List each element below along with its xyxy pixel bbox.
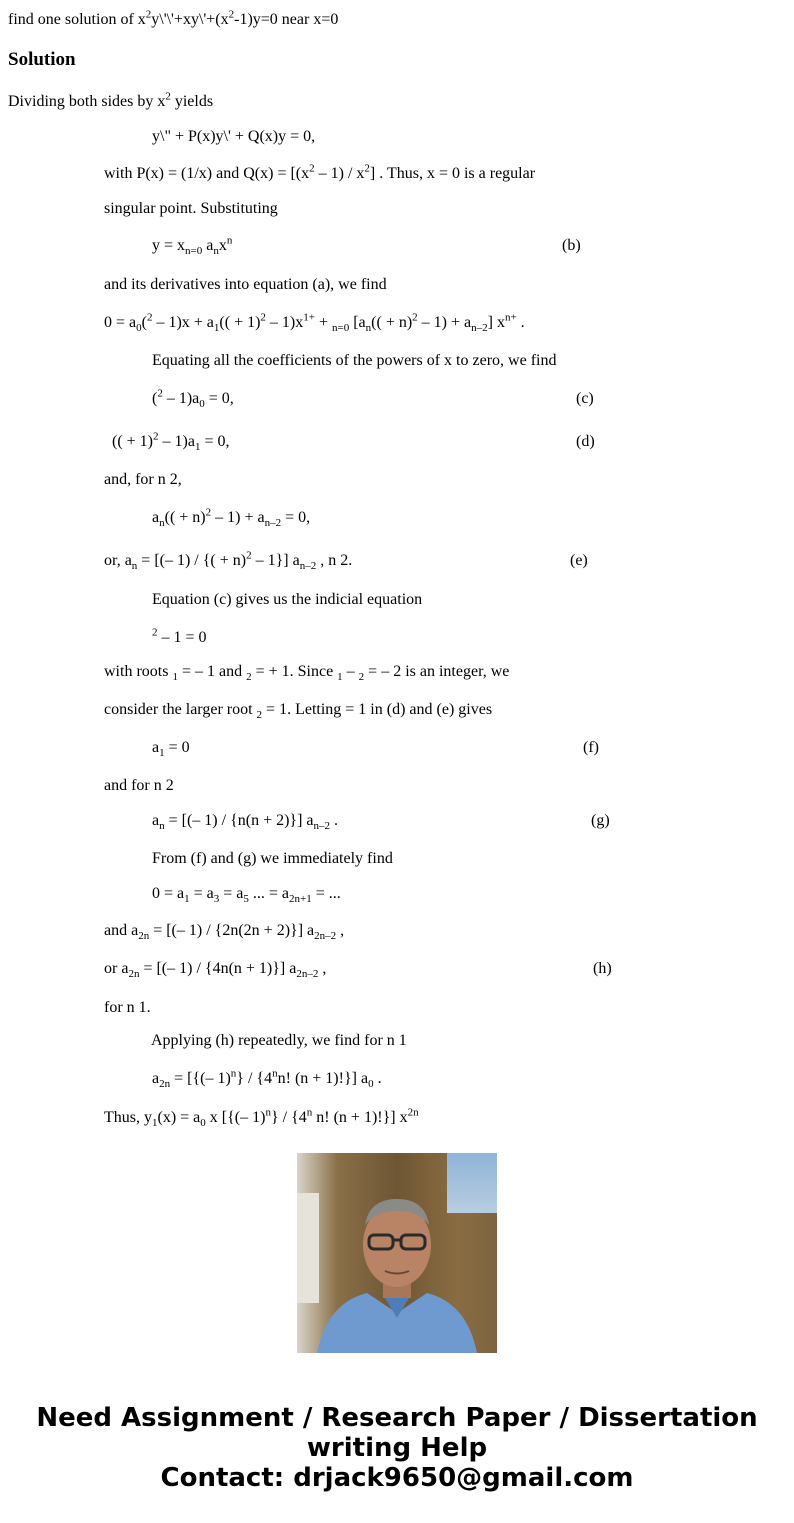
- solution-line: [152, 884, 341, 904]
- math-segment: 2: [364, 162, 370, 175]
- math-segment: 2n: [159, 1078, 171, 1091]
- math-segment: – 1)a: [158, 433, 195, 450]
- math-segment: – 1 = 0: [157, 629, 207, 646]
- math-segment: Applying (h) repeatedly, we find for n 1: [151, 1032, 407, 1049]
- math-segment: 2: [205, 506, 212, 519]
- math-segment: = – 2 is an integer, we: [364, 663, 510, 680]
- solution-line: [152, 738, 190, 758]
- math-segment: 2n: [407, 1106, 419, 1119]
- equation-label: (c): [576, 390, 594, 407]
- math-segment: (: [152, 390, 158, 407]
- math-segment: n! (n + 1)!}] a: [277, 1070, 369, 1087]
- math-segment: y\" + P(x)y\' + Q(x)y = 0,: [152, 128, 316, 145]
- math-segment: 2n–2: [314, 930, 337, 943]
- solution-line: [152, 508, 310, 528]
- solution-line: [152, 628, 207, 648]
- math-segment: and, for n 2,: [104, 471, 182, 488]
- equation-label: (b): [562, 237, 581, 254]
- math-segment: and for n 2: [104, 777, 174, 794]
- solution-line: [151, 1031, 407, 1051]
- contact-banner: [0, 1403, 794, 1493]
- math-segment: – 1) + a: [211, 509, 265, 526]
- math-segment: = [(– 1) / {2n(2n + 2)}] a: [149, 922, 315, 939]
- solution-line: [104, 551, 352, 571]
- math-segment: a: [152, 509, 160, 526]
- math-segment: 2: [246, 549, 252, 562]
- math-segment: a: [152, 1070, 160, 1087]
- equation-label: (f): [583, 739, 599, 756]
- solution-line: [152, 236, 232, 256]
- math-segment: 1: [172, 671, 178, 684]
- author-portrait-icon: [297, 1153, 497, 1353]
- solution-line: [104, 700, 492, 720]
- math-segment: +: [314, 314, 332, 331]
- math-segment: = ...: [311, 885, 341, 902]
- math-segment: n: [230, 1067, 237, 1080]
- math-segment: 1: [337, 671, 343, 684]
- math-segment: with P(x) = (1/x) and Q(x) = [(x: [104, 165, 310, 182]
- math-segment: x: [218, 237, 227, 254]
- solution-line: [104, 776, 174, 796]
- math-segment: n–2: [471, 322, 488, 335]
- math-segment: 0: [136, 322, 142, 335]
- solution-line: [104, 998, 151, 1018]
- math-segment: (: [141, 314, 147, 331]
- math-segment: consider the larger root: [104, 701, 257, 718]
- math-segment: ] . Thus, x = 0 is a regular: [369, 165, 536, 182]
- equation-label: (h): [593, 960, 612, 977]
- math-segment: = [(– 1) / {( + n): [137, 552, 247, 569]
- math-segment: n: [159, 517, 165, 530]
- equation-label: (e): [570, 552, 588, 569]
- math-segment: 1: [152, 1117, 158, 1130]
- solution-line: [8, 92, 213, 112]
- math-segment: a: [202, 237, 214, 254]
- math-segment: – 1) + a: [417, 314, 472, 331]
- math-segment: } / {4: [270, 1109, 307, 1126]
- math-segment: and its derivatives into equation (a), we find: [104, 276, 387, 293]
- math-segment: 2: [358, 671, 365, 684]
- math-segment: 2: [260, 311, 266, 324]
- math-segment: 2: [146, 311, 153, 324]
- math-segment: 5: [243, 893, 249, 906]
- math-segment: = [(– 1) / {n(n + 2)}] a: [164, 812, 314, 829]
- solution-line: [104, 470, 182, 490]
- banner-line-1: Need Assignment / Research Paper / Dissertation: [36, 1403, 758, 1433]
- solution-line: [152, 351, 556, 371]
- math-segment: (( + n): [164, 509, 206, 526]
- equation-label: (d): [576, 433, 595, 450]
- math-segment: [a: [349, 314, 366, 331]
- math-segment: = 0,: [200, 433, 230, 450]
- math-segment: n: [159, 820, 165, 833]
- solution-line: [152, 389, 234, 409]
- solution-line: [104, 921, 344, 941]
- math-segment: (x) = a: [157, 1109, 201, 1126]
- math-segment: a: [152, 812, 160, 829]
- math-segment: n! (n + 1)!}] x: [312, 1109, 408, 1126]
- math-segment: y = x: [152, 237, 186, 254]
- math-segment: singular point. Substituting: [104, 200, 278, 217]
- math-segment: = 0,: [281, 509, 311, 526]
- math-segment: n: [265, 1106, 271, 1119]
- math-segment: n+: [504, 311, 517, 324]
- math-segment: n: [226, 234, 233, 247]
- solution-line: [152, 811, 338, 831]
- math-segment: ... = a: [248, 885, 289, 902]
- solution-line: [104, 275, 387, 295]
- math-segment: and a: [104, 922, 139, 939]
- math-segment: or a: [104, 960, 129, 977]
- math-segment: = 0: [164, 739, 190, 756]
- math-segment: ,: [336, 922, 345, 939]
- math-segment: (( + n): [371, 314, 413, 331]
- math-segment: a: [152, 739, 160, 756]
- solution-line: [152, 590, 422, 610]
- math-segment: .: [373, 1070, 382, 1087]
- math-segment: Equating all the coefficients of the powers of x to zero, we find: [152, 352, 557, 369]
- math-segment: = [(– 1) / {4n(n + 1)}] a: [139, 960, 297, 977]
- math-segment: = a: [219, 885, 244, 902]
- banner-contact: Contact: drjack9650@gmail.com: [160, 1463, 634, 1493]
- math-segment: = [{(– 1): [170, 1070, 231, 1087]
- math-segment: = 0,: [204, 390, 234, 407]
- solution-line: [104, 662, 509, 682]
- math-segment: = a: [189, 885, 214, 902]
- math-segment: Equation (c) gives us the indicial equation: [152, 591, 423, 608]
- math-segment: n: [306, 1106, 313, 1119]
- math-segment: 2n–2: [296, 968, 319, 981]
- math-segment: , n 2.: [316, 552, 353, 569]
- math-segment: n=0: [185, 245, 203, 258]
- math-segment: n: [213, 245, 219, 258]
- math-segment: (( + 1): [219, 314, 261, 331]
- solution-line: [104, 959, 326, 979]
- math-segment: 1: [159, 747, 165, 760]
- banner-line-2: writing Help: [306, 1433, 488, 1463]
- math-segment: 2: [256, 709, 263, 722]
- math-segment: n–2: [313, 820, 331, 833]
- solution-line: [152, 127, 315, 147]
- math-segment: ] x: [487, 314, 505, 331]
- math-segment: 0 = a: [104, 314, 137, 331]
- math-segment: 0: [368, 1078, 374, 1091]
- math-segment: – 1)x + a: [152, 314, 214, 331]
- math-segment: n=0: [332, 322, 350, 335]
- math-segment: n–2: [264, 517, 282, 530]
- math-segment: n: [272, 1067, 278, 1080]
- math-segment: – 1)a: [162, 390, 200, 407]
- math-segment: – 1) / x: [314, 165, 365, 182]
- math-segment: – 1}] a: [251, 552, 300, 569]
- math-segment: 2n+1: [289, 893, 312, 906]
- math-segment: n: [365, 322, 372, 335]
- math-segment: yields: [170, 93, 214, 110]
- math-segment: 1: [213, 322, 220, 335]
- math-segment: 1: [194, 441, 201, 454]
- solution-heading: Solution: [8, 49, 76, 70]
- solution-line: [112, 432, 229, 452]
- math-segment: .: [516, 314, 525, 331]
- math-segment: } / {4: [236, 1070, 273, 1087]
- math-segment: n–2: [299, 560, 317, 573]
- math-segment: ,: [318, 960, 327, 977]
- math-segment: Thus, y: [104, 1109, 152, 1126]
- solution-line: [104, 164, 535, 184]
- math-segment: 2: [152, 626, 158, 639]
- math-segment: From (f) and (g) we immediately find: [152, 850, 393, 867]
- math-segment: .: [330, 812, 339, 829]
- math-segment: 2: [157, 387, 163, 400]
- solution-line: [152, 1069, 382, 1089]
- math-segment: 1+: [303, 311, 315, 324]
- math-segment: 2: [153, 430, 159, 443]
- math-segment: 0: [199, 398, 205, 411]
- math-segment: for n 1.: [104, 999, 151, 1016]
- equation-label: (g): [591, 812, 610, 829]
- solution-line: [104, 1108, 419, 1128]
- math-segment: 2n: [138, 930, 150, 943]
- math-segment: 2: [309, 162, 315, 175]
- math-segment: 0 = a: [152, 885, 185, 902]
- math-segment: 0: [200, 1117, 206, 1130]
- solution-line: [152, 849, 393, 869]
- math-segment: = + 1. Since: [251, 663, 338, 680]
- math-segment: 2n: [128, 968, 140, 981]
- math-segment: = 1. Letting = 1 in (d) and (e) gives: [262, 701, 493, 718]
- math-segment: Dividing both sides by x: [8, 93, 166, 110]
- math-segment: or, a: [104, 552, 132, 569]
- math-segment: n: [131, 560, 138, 573]
- math-segment: –: [342, 663, 359, 680]
- math-segment: 2: [246, 671, 252, 684]
- question-text: find one solution of $x^2y\backslash'\backslash'+xy\backslash'+(x^2-1)y=0$ near x=0: [8, 8, 339, 28]
- math-segment: = – 1 and: [177, 663, 247, 680]
- math-segment: with roots: [104, 663, 173, 680]
- math-segment: (( + 1): [112, 433, 154, 450]
- math-segment: 2: [412, 311, 418, 324]
- math-segment: 1: [184, 893, 190, 906]
- math-segment: 2: [165, 90, 171, 103]
- author-photo: [297, 1153, 497, 1353]
- math-segment: x [{(– 1): [205, 1109, 266, 1126]
- solution-line: [104, 199, 278, 219]
- math-segment: – 1)x: [265, 314, 304, 331]
- math-segment: 3: [213, 893, 220, 906]
- solution-line: [104, 313, 525, 333]
